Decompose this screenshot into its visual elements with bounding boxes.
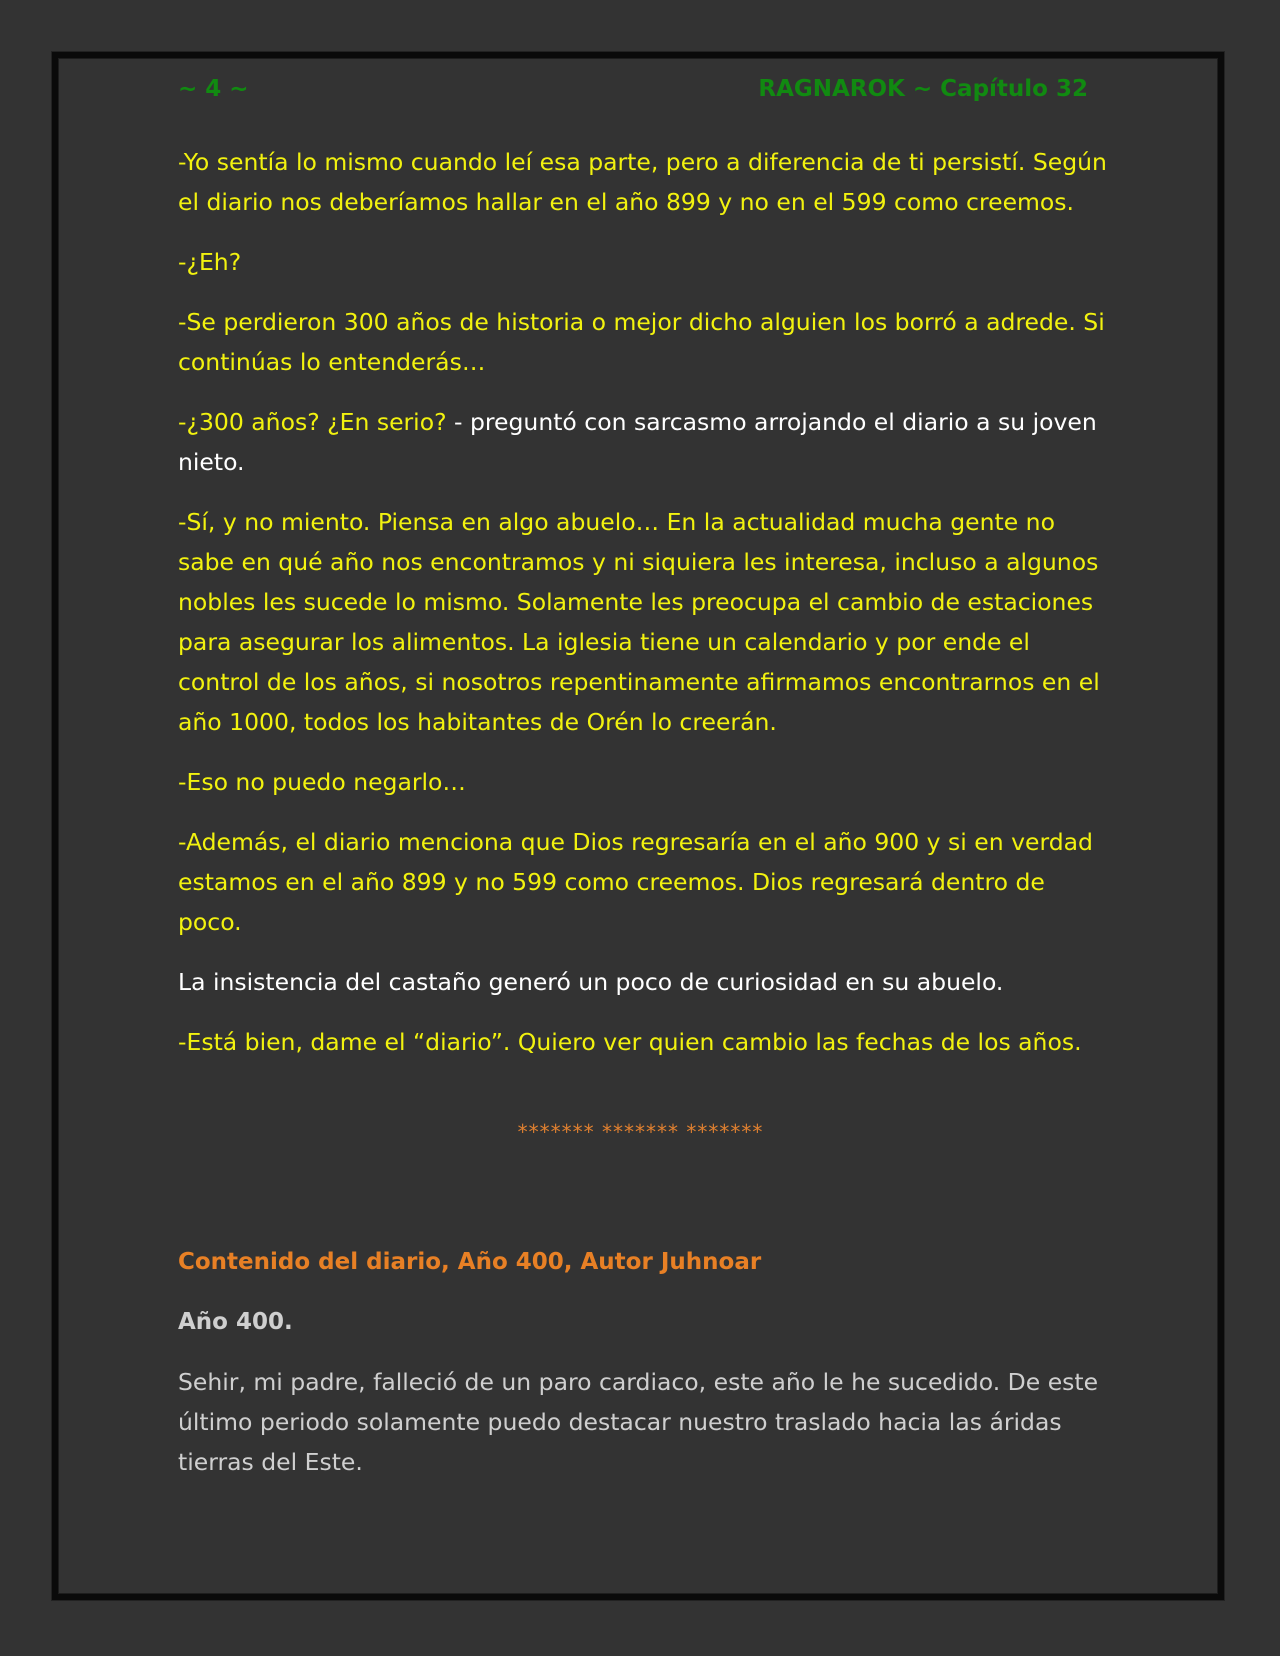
dialogue-text: -Sí, y no miento. Piensa en algo abuelo… En la actualidad mucha gente no sabe en qué año nos encontramos y ni siquiera les interesa, incluso a algunos nobles les sucede lo mismo. Solamente les preocupa el cambio de estaciones para asegurar los alimentos. La iglesia tiene un calendario y por ende el control de los años, si nosotros repentinamente afirmamos encontrarnos en el año 1000, todos los habitantes de Orén lo creerán. xyxy=(178,508,1100,736)
dialogue-text: -Además, el diario menciona que Dios regresaría en el año 900 y si en verdad estamos en el año 899 y no 599 como creemos. Dios regresará dentro de poco. xyxy=(178,828,1093,936)
dialogue-text: -Se perdieron 300 años de historia o mejor dicho alguien los borró a adrede. Si continúas lo entenderás… xyxy=(178,308,1105,376)
paragraph xyxy=(178,962,1108,1002)
chapter-title: RAGNAROK ~ Capítulo 32 xyxy=(758,76,1088,102)
paragraph xyxy=(178,242,1108,282)
paragraph xyxy=(178,142,1108,222)
paragraph xyxy=(178,762,1108,802)
diary-text: Sehir, mi padre, falleció de un paro cardiaco, este año le he sucedido. De este último periodo solamente puedo destacar nuestro traslado hacia las áridas tierras del Este. xyxy=(178,1368,1099,1476)
dialogue-text: -Yo sentía lo mismo cuando leí esa parte, pero a diferencia de ti persistí. Según el diario nos deberíamos hallar en el año 899 y no en el 599 como creemos. xyxy=(178,148,1107,216)
page-header xyxy=(178,76,1088,112)
dialogue-text: -Eso no puedo negarlo… xyxy=(178,768,466,796)
paragraph xyxy=(178,402,1108,482)
story-body xyxy=(178,142,1108,1082)
paragraph xyxy=(178,1022,1108,1062)
dialogue-text: -¿300 años? ¿En serio? xyxy=(178,408,447,436)
dialogue-text: -¿Eh? xyxy=(178,248,242,276)
diary-title: Contenido del diario, Año 400, Autor Juhnoar xyxy=(178,1249,762,1275)
section-separator: ******* ******* ******* xyxy=(517,1120,764,1144)
diary-section xyxy=(178,1242,1108,1482)
paragraph xyxy=(178,302,1108,382)
page-number: ~ 4 ~ xyxy=(178,76,249,102)
narration-text: - preguntó con sarcasmo arrojando el diario a su joven nieto. xyxy=(178,408,1097,476)
dialogue-text: -Está bien, dame el “diario”. Quiero ver quien cambio las fechas de los años. xyxy=(178,1028,1082,1056)
diary-year: Año 400. xyxy=(178,1309,293,1335)
paragraph xyxy=(178,822,1108,942)
narration-text: La insistencia del castaño generó un poco de curiosidad en su abuelo. xyxy=(178,968,1004,996)
paragraph xyxy=(178,502,1108,742)
